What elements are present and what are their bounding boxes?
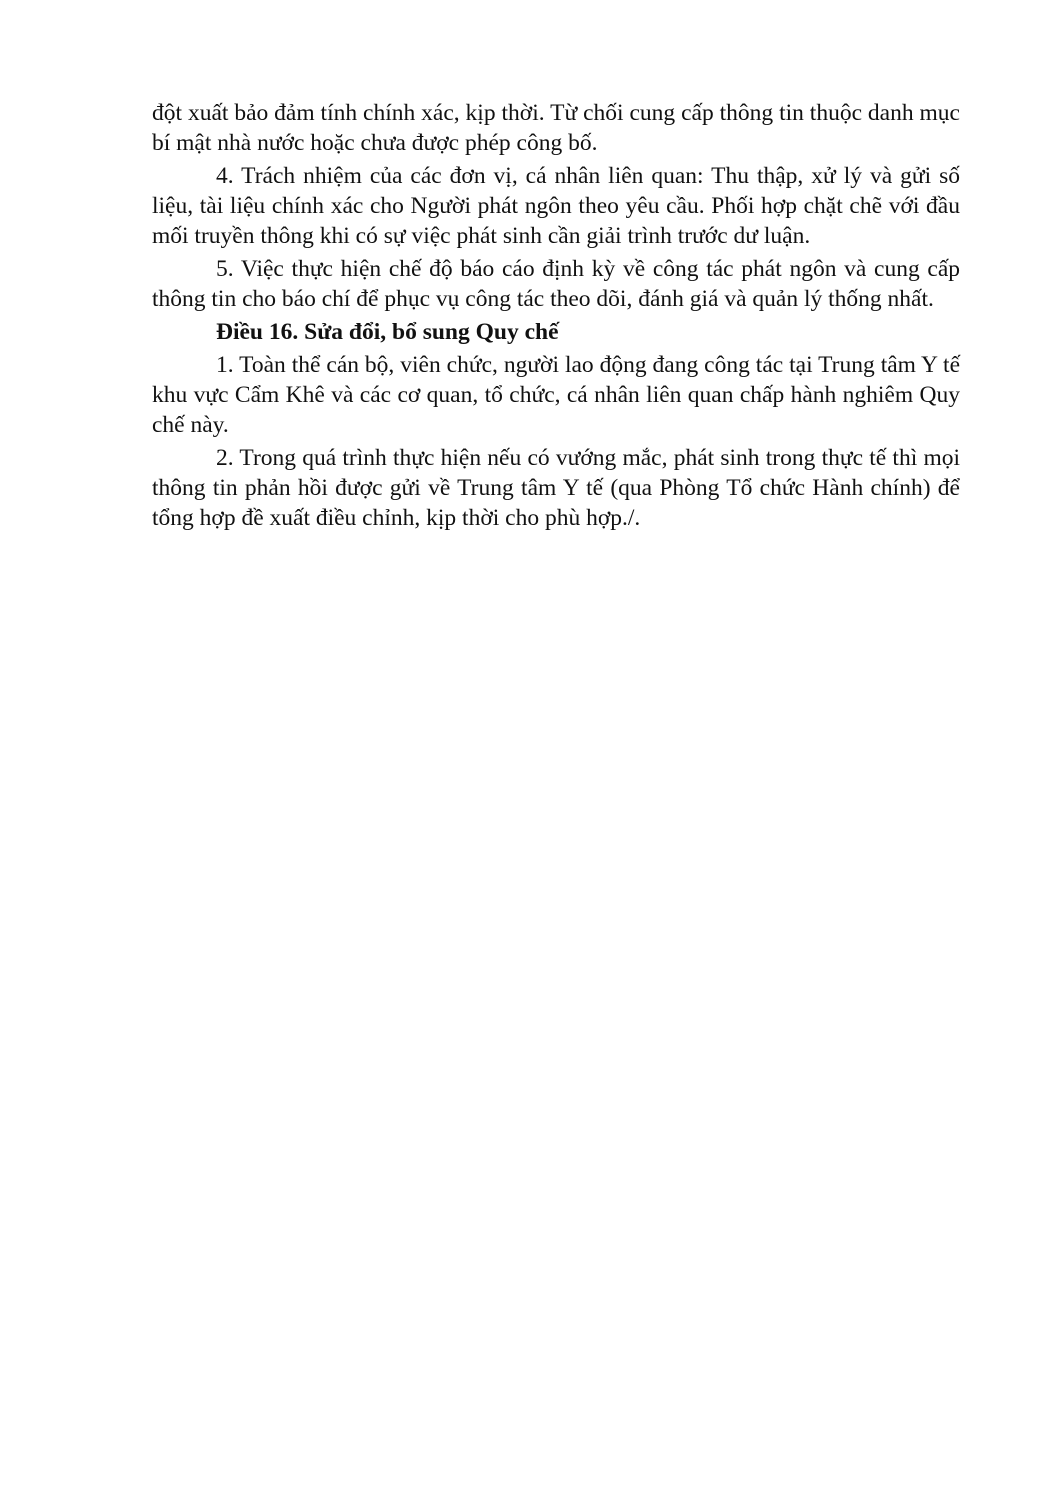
paragraph-item-4: 4. Trách nhiệm của các đơn vị, cá nhân liên quan: Thu thập, xử lý và gửi số liệu, tài liệu chính xác cho Người phát ngôn theo yêu cầu. Phối hợp chặt chẽ với đầu mối truyền thông khi có sự việc phát sinh cần giải trình trước dư luận. <box>152 163 960 249</box>
article-16-paragraph-2: 2. Trong quá trình thực hiện nếu có vướng mắc, phát sinh trong thực tế thì mọi thông tin phản hồi được gửi về Trung tâm Y tế (qua Phòng Tổ chức Hành chính) để tổng hợp đề xuất điều chỉnh, kịp thời cho phù hợp./. <box>152 445 960 531</box>
article-16-heading: Điều 16. Sửa đổi, bổ sung Quy chế <box>216 319 559 345</box>
paragraph-continued: đột xuất bảo đảm tính chính xác, kịp thời. Từ chối cung cấp thông tin thuộc danh mục bí mật nhà nước hoặc chưa được phép công bố. <box>152 100 960 156</box>
article-16-paragraph-1: 1. Toàn thể cán bộ, viên chức, người lao động đang công tác tại Trung tâm Y tế khu vực Cẩm Khê và các cơ quan, tổ chức, cá nhân liên quan chấp hành nghiêm Quy chế này. <box>152 352 960 438</box>
paragraph-item-5: 5. Việc thực hiện chế độ báo cáo định kỳ về công tác phát ngôn và cung cấp thông tin cho báo chí để phục vụ công tác theo dõi, đánh giá và quản lý thống nhất. <box>152 256 960 312</box>
document-page <box>152 98 960 536</box>
